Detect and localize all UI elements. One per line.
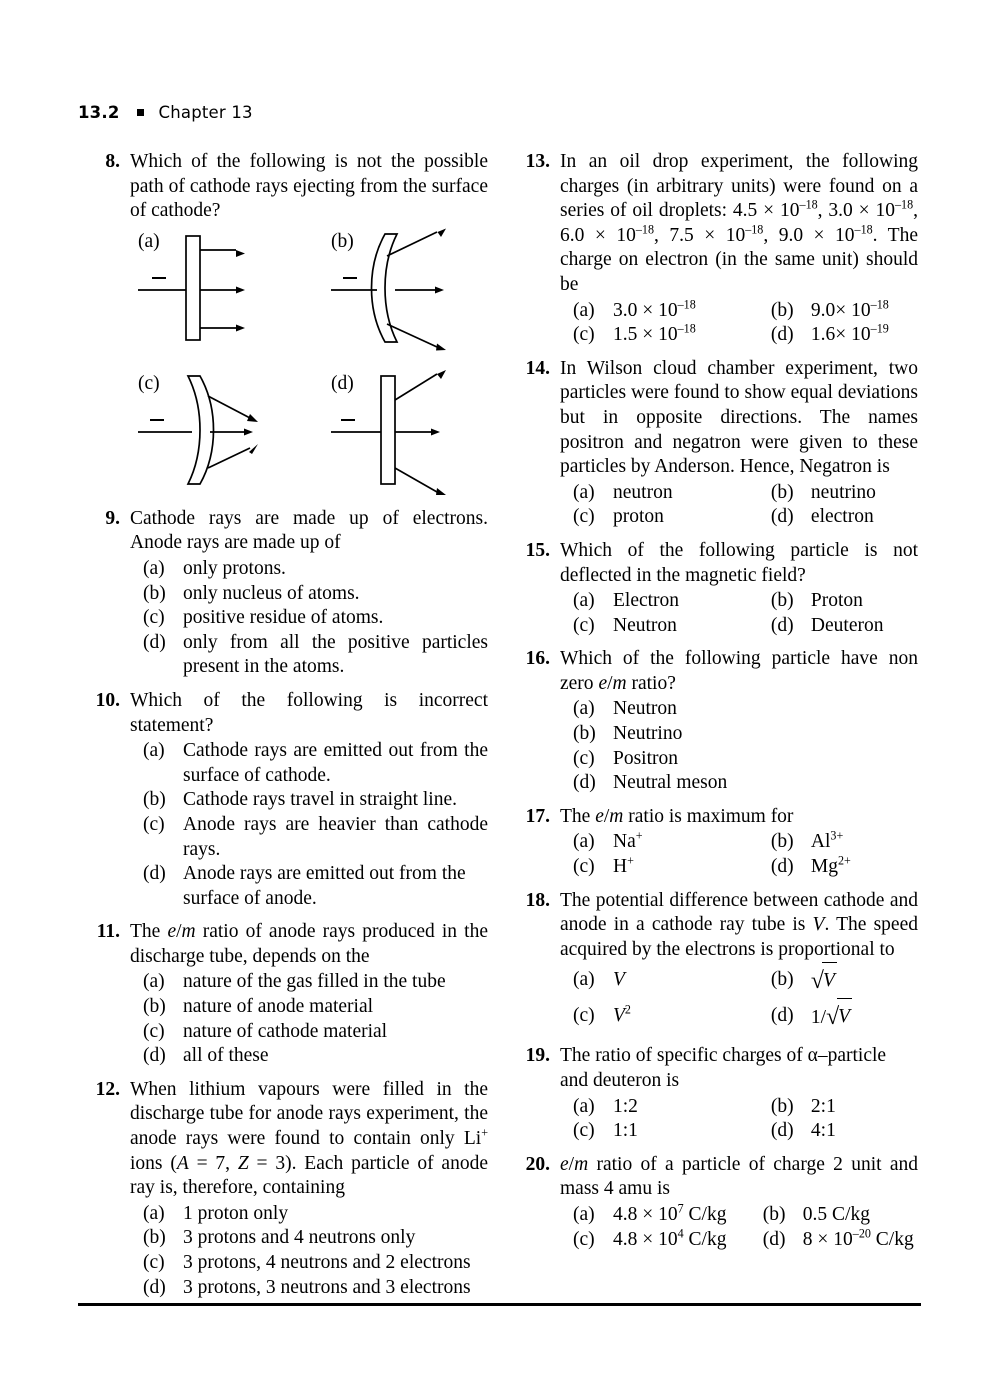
option-b[interactable] <box>143 995 488 1020</box>
option-b[interactable] <box>771 589 918 614</box>
option-label: (d) <box>143 1276 166 1298</box>
option-text: 1/√V <box>811 1007 852 1028</box>
option-text: √V <box>811 971 837 992</box>
option-c[interactable] <box>143 606 488 631</box>
option-label: (d) <box>770 324 794 346</box>
option-c[interactable] <box>573 323 771 348</box>
option-text: Anode rays are heavier than cathode rays. <box>183 813 488 860</box>
option-row <box>573 1119 918 1144</box>
option-label: (c) <box>143 813 165 835</box>
option-label: (b) <box>143 996 166 1018</box>
option-list <box>130 970 488 1068</box>
option-list <box>130 557 488 680</box>
option-row <box>573 481 918 506</box>
option-a[interactable] <box>143 1202 488 1227</box>
option-text: 1:2 <box>613 1095 638 1117</box>
cathode-ray-path-diagrams <box>92 228 492 498</box>
option-label: (b) <box>770 831 794 853</box>
option-label: (a) <box>143 1202 165 1224</box>
option-label: (c) <box>143 1252 165 1273</box>
option-list <box>560 697 918 795</box>
option-label: (b) <box>770 969 794 991</box>
option-label: (c) <box>573 856 595 878</box>
option-text: $Al^{3+}$ <box>810 828 844 853</box>
option-a[interactable] <box>143 557 488 582</box>
question-number: 17. <box>525 805 550 827</box>
question-number: 14. <box>525 357 550 379</box>
option-a[interactable] <box>573 830 771 855</box>
option-label: (c) <box>143 607 165 629</box>
option-text: proton <box>613 506 664 528</box>
option-row <box>573 1203 918 1228</box>
option-label: (a) <box>573 831 595 853</box>
option-label: (c) <box>573 1120 595 1142</box>
option-label: (c) <box>573 614 595 636</box>
option-b[interactable] <box>771 963 918 999</box>
option-text: 0.5 C/kg <box>802 1203 870 1225</box>
option-text: Anode rays are emitted out from the surface of anode. <box>183 863 466 909</box>
option-label: (a) <box>143 557 165 579</box>
option-grid <box>560 589 918 638</box>
option-text: 4:1 <box>810 1120 836 1142</box>
question-text: Which of the following is incorrect statement? <box>130 689 488 736</box>
option-d[interactable] <box>771 323 918 348</box>
option-label: (b) <box>143 582 166 604</box>
option-c[interactable] <box>573 1228 763 1253</box>
option-c[interactable] <box>573 614 771 639</box>
option-label: (b) <box>573 723 596 745</box>
option-label: (a) <box>143 971 165 993</box>
option-label: (d) <box>770 506 794 528</box>
option-c[interactable] <box>573 747 918 772</box>
question-text: In an oil drop experiment, the following charges (in arbitrary units) were found on a series of oil droplets: $4.5 \times 10^{-18}$, $3.0 \times 10^{-18}$, $6.0 \times 10^{-18}$, $7.5 \times 10^{-18}$, $9.0 \times 10^{-18}$. The charge on electron (in the same unit) should be <box>560 151 919 295</box>
option-c[interactable] <box>143 1020 488 1045</box>
question-text: Which of the following particle have non zero e/m ratio? <box>560 648 918 694</box>
option-text: 2:1 <box>810 1095 836 1117</box>
option-a[interactable] <box>573 697 918 722</box>
option-row <box>573 323 918 348</box>
option-label: (b) <box>770 1095 794 1117</box>
option-label: (b) <box>770 299 794 321</box>
option-text: $1.5 \times 10^{-18}$ <box>613 321 696 346</box>
diagram-b <box>331 228 446 350</box>
square-bullet-icon <box>137 109 144 116</box>
option-text: 3 protons, 3 neutrons and 3 electrons <box>183 1276 471 1298</box>
option-d[interactable] <box>771 1119 918 1144</box>
option-text: only protons. <box>183 557 286 579</box>
figure-label-c: (c) <box>138 372 160 394</box>
option-text: 3 protons and 4 neutrons only <box>183 1227 416 1249</box>
option-text: neutrino <box>810 481 876 503</box>
option-a[interactable] <box>143 739 488 788</box>
question-text: The e/m ratio is maximum for <box>560 805 794 827</box>
option-a[interactable] <box>573 299 771 324</box>
option-label: (d) <box>143 1045 166 1067</box>
option-label: (a) <box>573 590 595 612</box>
question-text: In Wilson cloud chamber experiment, two particles were found to show equal deviations but in opposite directions. The names positron and negatron were given to these particles by Anderson. Hence, Negatron is <box>560 357 918 478</box>
question-text: Which of the following is not the possible path of cathode rays ejecting from the surface of cathode? <box>130 151 488 222</box>
question-17 <box>508 805 918 880</box>
option-a[interactable] <box>573 1203 763 1228</box>
option-grid <box>560 1203 918 1252</box>
question-number: 18. <box>525 889 550 911</box>
option-row <box>573 1228 918 1253</box>
question-number: 11. <box>96 921 120 943</box>
question-8-figure <box>92 228 492 498</box>
option-label: (d) <box>770 614 794 636</box>
option-text: Neutrino <box>613 723 683 745</box>
option-b[interactable] <box>763 1203 918 1228</box>
option-label: (b) <box>143 789 166 811</box>
option-c[interactable] <box>573 855 771 880</box>
option-label: (d) <box>143 863 166 885</box>
option-c[interactable] <box>573 999 771 1035</box>
option-label: (a) <box>573 698 595 720</box>
option-text: $9.0\times 10^{-18}$ <box>810 297 889 321</box>
option-c[interactable] <box>143 1251 488 1276</box>
option-row <box>573 505 918 530</box>
figure-label-b: (b) <box>331 230 354 252</box>
question-16 <box>508 647 918 796</box>
option-label: (a) <box>573 969 595 991</box>
option-label: (a) <box>573 1203 595 1225</box>
option-c[interactable] <box>143 813 488 862</box>
option-text: nature of cathode material <box>183 1020 388 1042</box>
option-b[interactable] <box>771 481 918 506</box>
option-a[interactable] <box>573 589 771 614</box>
question-18 <box>508 889 918 1036</box>
option-label: (a) <box>143 740 165 762</box>
question-11 <box>78 920 488 1069</box>
option-text: Deuteron <box>810 614 884 636</box>
option-b[interactable] <box>771 1095 918 1120</box>
question-14 <box>508 357 918 530</box>
right-column <box>508 150 918 1261</box>
diagram-c <box>138 372 258 484</box>
question-number: 9. <box>105 507 120 529</box>
option-label: (c) <box>143 1020 165 1042</box>
diagram-a <box>138 236 245 340</box>
option-grid <box>560 481 918 530</box>
option-text: Proton <box>810 590 863 612</box>
option-text: neutron <box>613 481 673 503</box>
option-row <box>573 1095 918 1120</box>
question-19 <box>508 1044 918 1143</box>
option-label: (d) <box>143 631 166 653</box>
option-text: 1:1 <box>613 1120 638 1142</box>
option-text: $3.0 \times 10^{-18}$ <box>613 297 696 321</box>
question-15 <box>508 539 918 638</box>
option-a[interactable] <box>573 1095 771 1120</box>
option-row <box>573 589 918 614</box>
question-text: Cathode rays are made up of electrons. Anode rays are made up of <box>130 507 488 554</box>
option-d[interactable] <box>771 505 918 530</box>
running-head <box>78 103 253 122</box>
question-10 <box>78 689 488 911</box>
option-label: (a) <box>573 299 595 321</box>
question-text: When lithium vapours were filled in the discharge tube for anode rays experiment, the anode rays were found to contain only Li+ ions (A = 7, Z = 3). Each particle of anode ray is, therefore, containing <box>130 1078 488 1199</box>
footer-rule <box>78 1303 921 1306</box>
question-20 <box>508 1153 918 1252</box>
option-label: (d) <box>762 1228 786 1250</box>
option-label: (b) <box>770 481 794 503</box>
option-d[interactable] <box>143 1044 488 1069</box>
option-text: only nucleus of atoms. <box>183 582 360 604</box>
option-text: Neutron <box>613 698 677 720</box>
question-number: 16. <box>525 648 550 670</box>
figure-label-d: (d) <box>331 372 354 394</box>
question-text: e/m ratio of a particle of charge 2 unit and mass 4 amu is <box>560 1153 918 1200</box>
option-text: positive residue of atoms. <box>183 607 384 629</box>
option-row <box>573 614 918 639</box>
option-b[interactable] <box>143 1226 488 1251</box>
option-label: (d) <box>770 1005 794 1027</box>
question-text: The ratio of specific charges of α–particle and deuteron is <box>560 1045 887 1091</box>
option-grid <box>560 1095 918 1144</box>
option-text: $1.6\times 10^{-19}$ <box>810 321 889 346</box>
option-text: 1 proton only <box>183 1202 289 1224</box>
question-number: 20. <box>525 1153 550 1175</box>
option-label: (b) <box>770 590 794 612</box>
question-number: 15. <box>525 539 550 561</box>
option-text: Positron <box>613 747 679 769</box>
option-text: Cathode rays are emitted out from the surface of cathode. <box>183 740 488 786</box>
option-text: $4.8 \times 10^4$ C/kg <box>613 1226 727 1250</box>
option-text: Neutral meson <box>613 772 728 794</box>
option-list <box>130 739 488 911</box>
option-label: (c) <box>573 747 595 769</box>
question-12 <box>78 1078 488 1300</box>
option-b[interactable] <box>573 722 918 747</box>
question-number: 12. <box>95 1078 120 1100</box>
option-b[interactable] <box>771 830 918 855</box>
option-grid <box>560 299 918 348</box>
option-row <box>573 963 918 999</box>
option-row <box>573 855 918 880</box>
option-a[interactable] <box>573 481 771 506</box>
option-row <box>573 999 918 1035</box>
option-text: $8 \times 10^{-20}$ C/kg <box>802 1226 914 1250</box>
option-label: (d) <box>770 1120 794 1142</box>
option-label: (a) <box>573 481 595 503</box>
option-text: $Mg^{2+}$ <box>810 853 851 878</box>
option-text: nature of the gas filled in the tube <box>183 971 446 993</box>
option-label: (b) <box>143 1227 166 1249</box>
option-label: (d) <box>770 856 794 878</box>
option-text: 3 protons, 4 neutrons and 2 electrons <box>183 1252 471 1273</box>
option-c[interactable] <box>573 1119 771 1144</box>
option-label: (c) <box>573 1228 595 1250</box>
question-text: Which of the following particle is not deflected in the magnetic field? <box>560 539 918 586</box>
option-text: only from all the positive particles present in the atoms. <box>183 631 488 678</box>
option-grid <box>560 963 918 1035</box>
question-number: 19. <box>525 1045 550 1067</box>
option-d[interactable] <box>771 999 918 1035</box>
option-b[interactable] <box>143 788 488 813</box>
option-text: Neutron <box>613 614 677 636</box>
question-number: 10. <box>95 689 120 711</box>
option-c[interactable] <box>573 505 771 530</box>
figure-label-a: (a) <box>138 230 160 252</box>
option-text: $4.8 \times 10^7$ C/kg <box>613 1201 727 1225</box>
question-number: 13. <box>525 151 550 172</box>
question-text: The e/m ratio of anode rays produced in the discharge tube, depends on the <box>130 921 488 967</box>
option-label: (c) <box>573 1005 595 1027</box>
question-13 <box>508 150 918 348</box>
option-text: all of these <box>183 1045 269 1067</box>
option-d[interactable] <box>771 855 918 880</box>
option-label: (b) <box>762 1203 786 1225</box>
option-d[interactable] <box>143 1276 488 1301</box>
option-label: (c) <box>573 324 595 346</box>
page-folio: 13.2 <box>78 103 120 122</box>
option-d[interactable] <box>573 771 918 796</box>
option-row <box>573 299 918 324</box>
question-number: 8. <box>105 151 120 172</box>
question-9 <box>78 507 488 680</box>
left-column <box>78 150 488 1309</box>
option-text: Na+ <box>613 828 643 853</box>
option-text: $V^2$ <box>613 1002 631 1027</box>
option-a[interactable] <box>143 970 488 995</box>
diagram-d <box>331 370 446 495</box>
option-text: Electron <box>613 590 680 612</box>
question-text: The potential difference between cathode and anode in a cathode ray tube is V. The speed acquired by the electrons is proportional to <box>560 889 918 960</box>
option-d[interactable] <box>143 862 488 911</box>
option-label: (d) <box>573 772 596 794</box>
option-a[interactable] <box>573 963 771 999</box>
chapter-title: Chapter 13 <box>158 103 253 122</box>
option-grid <box>560 830 918 879</box>
option-d[interactable] <box>143 631 488 680</box>
option-text: V <box>613 969 625 991</box>
option-row <box>573 830 918 855</box>
option-text: H+ <box>613 853 634 878</box>
option-label: (a) <box>573 1095 595 1117</box>
option-text: Cathode rays travel in straight line. <box>183 789 458 811</box>
option-list <box>130 1202 488 1300</box>
option-b[interactable] <box>771 299 918 324</box>
option-d[interactable] <box>763 1228 918 1253</box>
option-text: nature of anode material <box>183 996 374 1018</box>
option-text: electron <box>810 506 874 528</box>
option-b[interactable] <box>143 582 488 607</box>
option-d[interactable] <box>771 614 918 639</box>
question-8 <box>78 150 488 498</box>
option-label: (c) <box>573 506 595 528</box>
